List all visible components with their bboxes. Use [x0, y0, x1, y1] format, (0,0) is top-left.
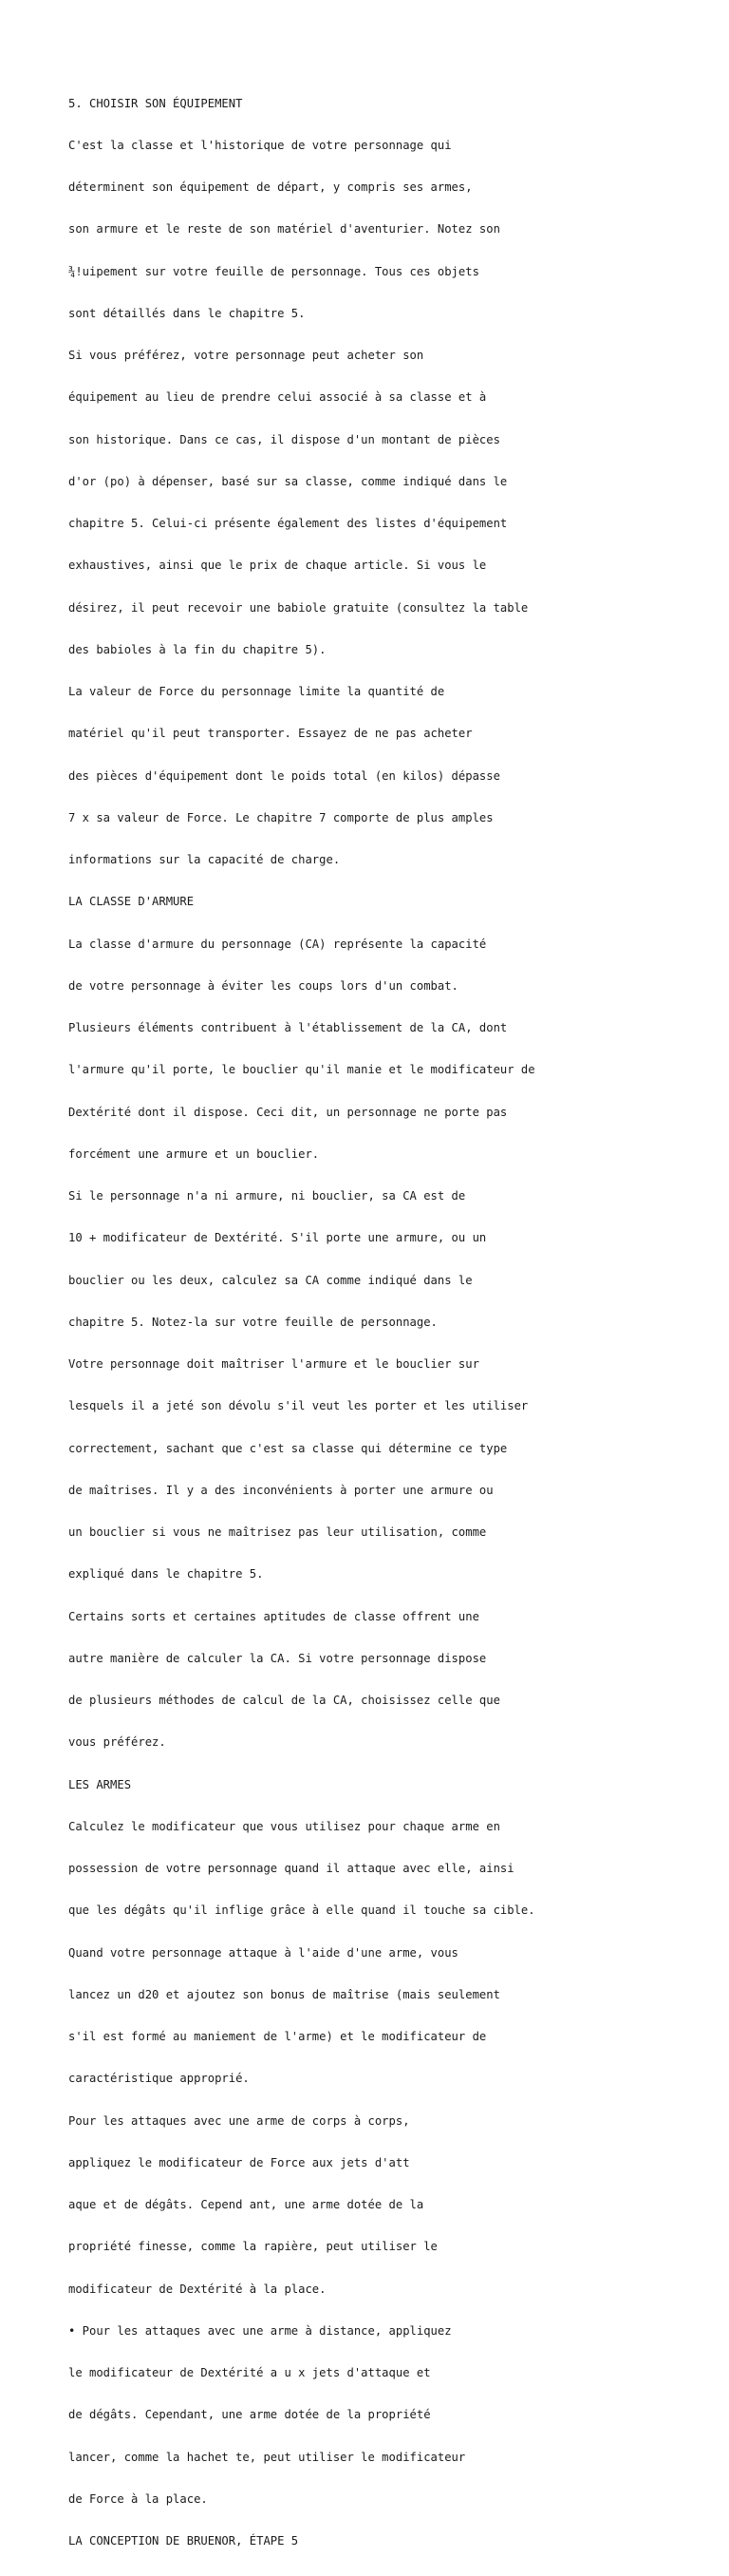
text-line: appliquez le modificateur de Force aux jets d'att	[68, 2155, 410, 2169]
text-line: de plusieurs méthodes de calcul de la CA, choisissez celle que	[68, 1694, 500, 1707]
text-line: l'armure qu'il porte, le bouclier qu'il manie et le modificateur de	[68, 1063, 535, 1077]
text-line: caractéristique approprié.	[68, 2072, 250, 2086]
text-line: 10 + modificateur de Dextérité. S'il porte une armure, ou un	[68, 1231, 487, 1245]
text-line: propriété finesse, comme la rapière, peut utiliser le	[68, 2240, 438, 2254]
text-line: 7 x sa valeur de Force. Le chapitre 7 comporte de plus amples	[68, 810, 494, 824]
text-line: Votre personnage doit maîtriser l'armure et le bouclier sur	[68, 1357, 479, 1371]
bullet-line: • Pour les attaques avec une arme à distance, appliquez	[68, 2323, 452, 2338]
text-line: forcément une armure et un bouclier.	[68, 1146, 320, 1161]
text-line: Dextérité dont il dispose. Ceci dit, un personnage ne porte pas	[68, 1105, 508, 1119]
text-line: s'il est formé au maniement de l'arme) et le modificateur de	[68, 2030, 487, 2043]
heading-choisir-equipement: 5. CHOISIR SON ÉQUIPEMENT	[68, 96, 243, 110]
text-line: de maîtrises. Il y a des inconvénients à porter une armure ou	[68, 1483, 494, 1497]
text-line: de votre personnage à éviter les coups lors d'un combat.	[68, 978, 458, 993]
text-line: de Force à la place.	[68, 2491, 208, 2506]
text-line: lesquels il a jeté son dévolu s'il veut les porter et les utiliser	[68, 1399, 529, 1413]
text-line: que les dégâts qu'il inflige grâce à elle quand il touche sa cible.	[68, 1904, 535, 1918]
text-line: le modificateur de Dextérité a u x jets d'attaque et	[68, 2366, 431, 2379]
text-line: son historique. Dans ce cas, il dispose d'un montant de pièces	[68, 432, 500, 446]
document-text	[68, 68, 714, 2576]
text-line: aque et de dégâts. Cepend ant, une arme dotée de la	[68, 2198, 424, 2211]
text-line: chapitre 5. Notez-la sur votre feuille de personnage.	[68, 1315, 438, 1329]
text-line: désirez, il peut recevoir une babiole gratuite (consultez la table	[68, 600, 529, 615]
text-line: vous préférez.	[68, 1735, 166, 1750]
text-line: chapitre 5. Celui-ci présente également des listes d'équipement	[68, 517, 508, 530]
text-line: Pour les attaques avec une arme de corps à corps,	[68, 2113, 410, 2128]
text-line: autre manière de calculer la CA. Si votre personnage dispose	[68, 1651, 487, 1665]
text-line: bouclier ou les deux, calculez sa CA comme indiqué dans le	[68, 1273, 473, 1287]
text-line: ¾!uipement sur votre feuille de personnage. Tous ces objets	[68, 264, 479, 278]
heading-conception-bruenor: LA CONCEPTION DE BRUENOR, ÉTAPE 5	[68, 2534, 299, 2548]
text-line: Certains sorts et certaines aptitudes de classe offrent une	[68, 1609, 479, 1623]
heading-classe-armure: LA CLASSE D'ARMURE	[68, 895, 195, 909]
heading-les-armes: LES ARMES	[68, 1777, 132, 1791]
text-line: correctement, sachant que c'est sa classe qui détermine ce type	[68, 1441, 508, 1455]
text-line: informations sur la capacité de charge.	[68, 853, 341, 866]
text-line: Plusieurs éléments contribuent à l'établissement de la CA, dont	[68, 1021, 508, 1034]
text-line: d'or (po) à dépenser, basé sur sa classe, comme indiqué dans le	[68, 474, 508, 488]
text-line: des pièces d'équipement dont le poids total (en kilos) dépasse	[68, 768, 500, 783]
text-line: équipement au lieu de prendre celui associé à sa classe et à	[68, 390, 487, 405]
text-line: des babioles à la fin du chapitre 5).	[68, 642, 327, 656]
text-line: déterminent son équipement de départ, y compris ses armes,	[68, 180, 473, 194]
text-line: modificateur de Dextérité à la place.	[68, 2282, 327, 2296]
text-line: La classe d'armure du personnage (CA) représente la capacité	[68, 937, 487, 951]
text-line: expliqué dans le chapitre 5.	[68, 1567, 264, 1582]
text-line: Si le personnage n'a ni armure, ni bouclier, sa CA est de	[68, 1189, 466, 1203]
text-line: lancez un d20 et ajoutez son bonus de maîtrise (mais seulement	[68, 1987, 500, 2001]
text-line: Quand votre personnage attaque à l'aide d'une arme, vous	[68, 1945, 458, 1960]
text-line: sont détaillés dans le chapitre 5.	[68, 306, 306, 320]
text-line: son armure et le reste de son matériel d'aventurier. Notez son	[68, 222, 500, 237]
text-line: Calculez le modificateur que vous utilisez pour chaque arme en	[68, 1819, 500, 1833]
text-line: possession de votre personnage quand il attaque avec elle, ainsi	[68, 1862, 514, 1875]
text-line: matériel qu'il peut transporter. Essayez de ne pas acheter	[68, 727, 473, 741]
text-line: La valeur de Force du personnage limite la quantité de	[68, 685, 445, 698]
text-line: lancer, comme la hachet te, peut utiliser le modificateur	[68, 2450, 466, 2464]
text-line: exhaustives, ainsi que le prix de chaque article. Si vous le	[68, 559, 487, 573]
text-line: Si vous préférez, votre personnage peut acheter son	[68, 349, 424, 362]
text-line: un bouclier si vous ne maîtrisez pas leur utilisation, comme	[68, 1525, 487, 1539]
text-line: de dégâts. Cependant, une arme dotée de la propriété	[68, 2408, 431, 2422]
text-line: C'est la classe et l'historique de votre personnage qui	[68, 138, 452, 152]
